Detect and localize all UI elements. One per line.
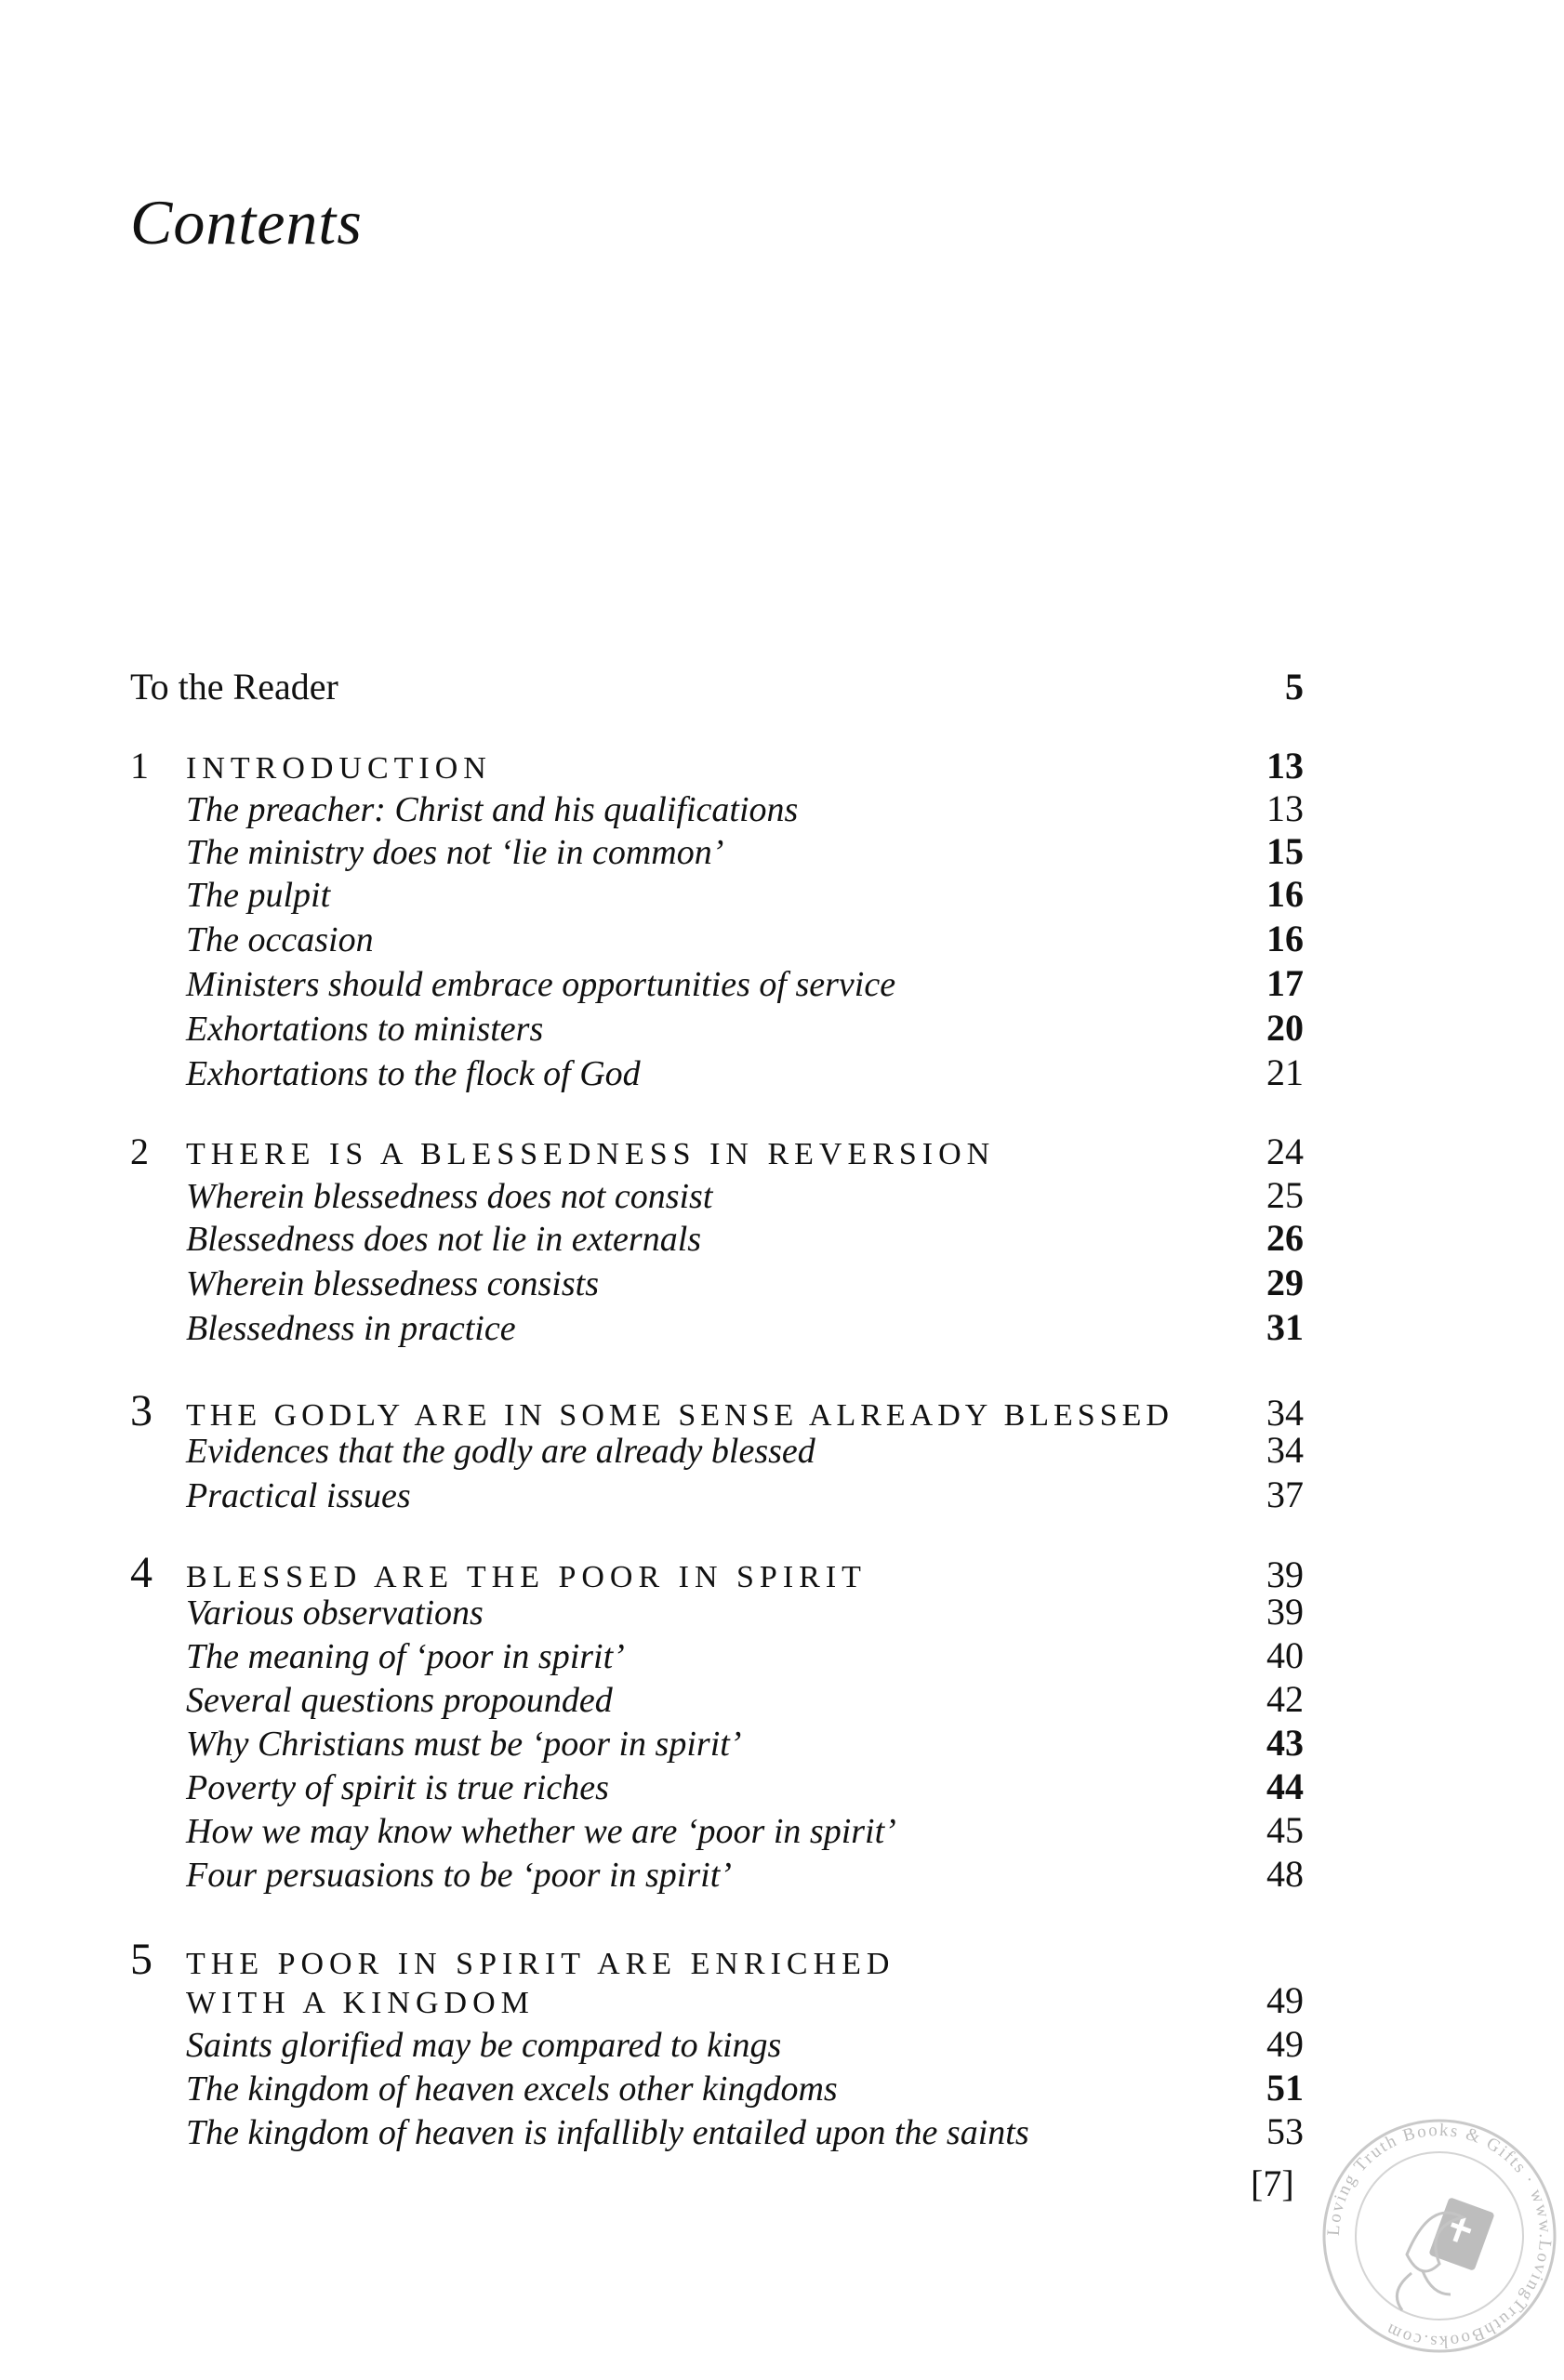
toc-page-number: 51 bbox=[1266, 2067, 1304, 2109]
toc-page-number: 37 bbox=[1266, 1474, 1304, 1515]
toc-page-number: 49 bbox=[1266, 1979, 1304, 2021]
section-entry bbox=[130, 1808, 1304, 1851]
toc-page-number: 15 bbox=[1266, 830, 1304, 872]
section-entry bbox=[130, 1590, 1304, 1633]
section-entry bbox=[130, 1765, 1304, 1807]
section-entry bbox=[130, 1261, 1304, 1303]
section-label: Wherein blessedness consists bbox=[186, 1264, 599, 1303]
section-label: Wherein blessedness does not consist bbox=[186, 1177, 713, 1216]
section-label: Various observations bbox=[186, 1593, 484, 1633]
section-entry bbox=[130, 2066, 1304, 2109]
gift-bible-icon bbox=[1397, 2197, 1494, 2310]
section-label: The occasion bbox=[186, 920, 374, 959]
section-entry bbox=[130, 1428, 1304, 1471]
section-label: The pulpit bbox=[186, 876, 331, 915]
toc-page-number: 45 bbox=[1266, 1809, 1304, 1851]
page-title: Contents bbox=[130, 187, 363, 258]
section-entry bbox=[130, 1006, 1304, 1049]
toc-page-number: 13 bbox=[1266, 745, 1304, 787]
toc-page-number: 34 bbox=[1266, 1429, 1304, 1471]
section-label: Four persuasions to be ‘poor in spirit’ bbox=[186, 1856, 732, 1895]
toc-entry-label: To the Reader bbox=[130, 666, 338, 707]
chapter-heading-4 bbox=[130, 1547, 1304, 1597]
section-label: The kingdom of heaven excels other kingdoms bbox=[186, 2069, 838, 2109]
section-label: Blessedness in practice bbox=[186, 1309, 516, 1348]
chapter-heading-1 bbox=[130, 744, 1304, 787]
toc-page-number: 39 bbox=[1266, 1554, 1304, 1595]
chapter-heading-5-continued bbox=[130, 1978, 1304, 2021]
toc-page-number: 21 bbox=[1266, 1051, 1304, 1093]
toc-page-number: 17 bbox=[1266, 962, 1304, 1004]
toc-page-number: 44 bbox=[1266, 1765, 1304, 1807]
section-label: Saints glorified may be compared to kings bbox=[186, 2026, 782, 2065]
section-entry bbox=[130, 829, 1304, 872]
section-label: Poverty of spirit is true riches bbox=[186, 1768, 609, 1807]
toc-page-number: 20 bbox=[1266, 1007, 1304, 1049]
section-entry bbox=[130, 1173, 1304, 1216]
chapter-heading-5 bbox=[130, 1934, 1304, 1984]
section-entry bbox=[130, 1677, 1304, 1720]
section-entry bbox=[130, 2109, 1304, 2152]
chapter-title: INTRODUCTION bbox=[186, 751, 492, 786]
section-entry bbox=[130, 1473, 1304, 1515]
stamp-text: Loving Truth Books & Gifts · www.LovingTruthBooks.com bbox=[1323, 2120, 1556, 2352]
section-label: Evidences that the godly are already blessed bbox=[186, 1432, 815, 1471]
toc-page-number: 31 bbox=[1266, 1306, 1304, 1348]
toc-page-number: 16 bbox=[1266, 918, 1304, 959]
section-label: How we may know whether we are ‘poor in spirit’ bbox=[186, 1812, 896, 1851]
toc-page-number: 26 bbox=[1266, 1217, 1304, 1259]
section-entry bbox=[130, 1216, 1304, 1259]
chapter-title: THE GODLY ARE IN SOME SENSE ALREADY BLESSED bbox=[186, 1398, 1173, 1433]
section-label: The meaning of ‘poor in spirit’ bbox=[186, 1637, 625, 1676]
toc-page-number: 29 bbox=[1266, 1262, 1304, 1303]
toc-entry-to-the-reader bbox=[130, 665, 1304, 707]
toc-page-number: 40 bbox=[1266, 1634, 1304, 1676]
section-entry bbox=[130, 1633, 1304, 1676]
chapter-title: THE POOR IN SPIRIT ARE ENRICHED bbox=[186, 1947, 895, 1981]
chapter-number: 4 bbox=[130, 1548, 152, 1597]
chapter-number: 2 bbox=[130, 1130, 149, 1172]
toc-page-number: 42 bbox=[1266, 1678, 1304, 1720]
toc-page-number: 39 bbox=[1266, 1591, 1304, 1633]
chapter-number: 5 bbox=[130, 1935, 152, 1984]
section-label: Why Christians must be ‘poor in spirit’ bbox=[186, 1725, 742, 1764]
section-label: The preacher: Christ and his qualifications bbox=[186, 790, 799, 829]
toc-page-number: 48 bbox=[1266, 1853, 1304, 1895]
chapter-heading-2 bbox=[130, 1130, 1304, 1172]
section-entry bbox=[130, 787, 1304, 829]
chapter-heading-3 bbox=[130, 1385, 1304, 1435]
section-entry bbox=[130, 917, 1304, 959]
section-label: Practical issues bbox=[186, 1476, 411, 1515]
chapter-title-line2: WITH A KINGDOM bbox=[186, 1986, 535, 2020]
section-label: Blessedness does not lie in externals bbox=[186, 1220, 702, 1259]
section-entry bbox=[130, 872, 1304, 915]
chapter-number: 1 bbox=[130, 745, 149, 787]
section-entry bbox=[130, 1721, 1304, 1764]
section-label: Several questions propounded bbox=[186, 1681, 613, 1720]
section-label: Ministers should embrace opportunities of service bbox=[186, 965, 896, 1004]
section-entry bbox=[130, 1852, 1304, 1895]
toc-page-number: 25 bbox=[1266, 1174, 1304, 1216]
toc-page-number: 34 bbox=[1266, 1392, 1304, 1434]
toc-page-number: 53 bbox=[1266, 2110, 1304, 2152]
bookseller-stamp-watermark bbox=[1319, 2115, 1560, 2357]
toc-page-number: 13 bbox=[1266, 787, 1304, 829]
section-entry bbox=[130, 2022, 1304, 2065]
toc-page-number: 16 bbox=[1266, 873, 1304, 915]
section-entry bbox=[130, 961, 1304, 1004]
page-folio-number: [7] bbox=[1251, 2162, 1294, 2204]
toc-page-number: 5 bbox=[1285, 666, 1304, 707]
chapter-title: THERE IS A BLESSEDNESS IN REVERSION bbox=[186, 1137, 996, 1171]
section-entry bbox=[130, 1051, 1304, 1093]
section-label: Exhortations to ministers bbox=[186, 1010, 544, 1049]
toc-page-number: 43 bbox=[1266, 1722, 1304, 1764]
section-label: The ministry does not ‘lie in common’ bbox=[186, 833, 724, 872]
section-label: The kingdom of heaven is infallibly entailed upon the saints bbox=[186, 2113, 1029, 2152]
section-label: Exhortations to the flock of God bbox=[186, 1054, 641, 1093]
toc-page-number: 24 bbox=[1266, 1130, 1304, 1172]
toc-page-number: 49 bbox=[1266, 2023, 1304, 2065]
chapter-number: 3 bbox=[130, 1386, 152, 1435]
chapter-title: BLESSED ARE THE POOR IN SPIRIT bbox=[186, 1560, 867, 1594]
section-entry bbox=[130, 1305, 1304, 1348]
